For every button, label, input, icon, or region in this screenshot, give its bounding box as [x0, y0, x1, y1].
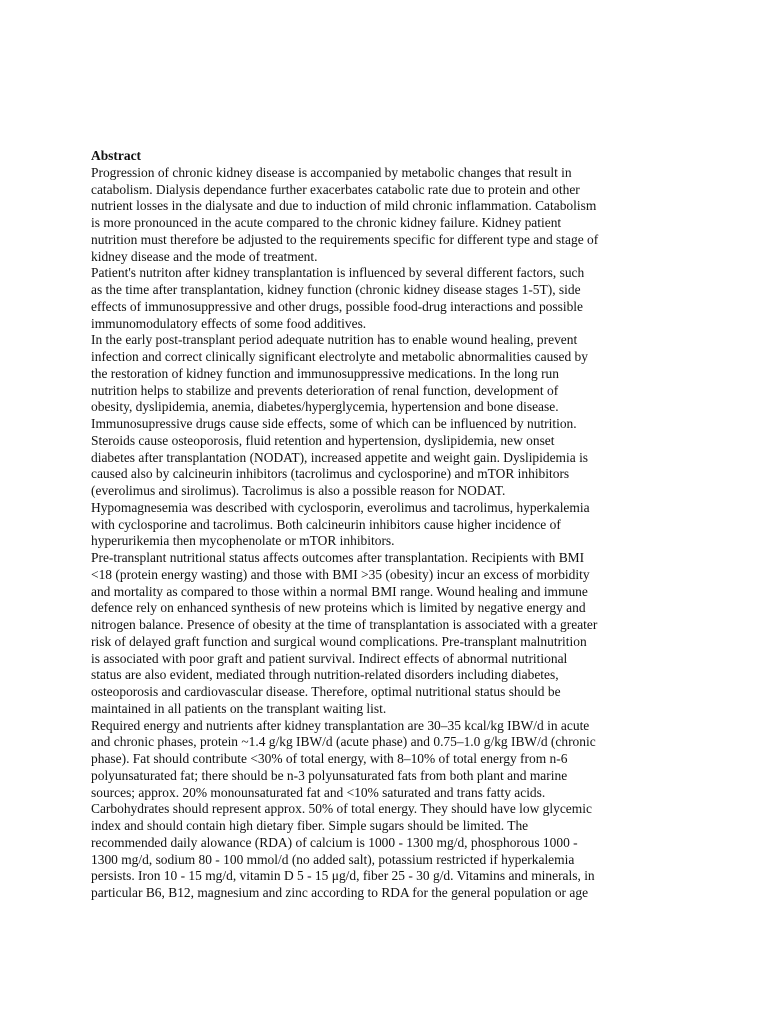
text-line: risk of delayed graft function and surgical wound complications. Pre-transplant malnutrition	[91, 633, 587, 649]
text-line: Required energy and nutrients after kidney transplantation are 30–35 kcal/kg IBW/d in acute	[91, 717, 590, 733]
text-line: immunomodulatory effects of some food additives.	[91, 315, 367, 331]
text-line: hyperurikemia then mycophenolate or mTOR inhibitors.	[91, 533, 395, 549]
text-line: nutrition helps to stabilize and prevents deterioration of renal function, development of	[91, 382, 559, 398]
text-line: with cyclosporine and tacrolimus. Both calcineurin inhibitors cause higher incidence of	[91, 516, 561, 532]
text-line: (everolimus and sirolimus). Tacrolimus is also a possible reason for NODAT.	[91, 483, 506, 498]
text-line: polyunsaturated fat; there should be n-3 polyunsaturated fats from both plant and marine	[91, 767, 568, 783]
text-line: index and should contain high dietary fiber. Simple sugars should be limited. The	[91, 818, 529, 833]
text-line: defence rely on enhanced synthesis of new proteins which is limited by negative energy and	[91, 600, 586, 616]
text-line: Steroids cause osteoporosis, fluid retention and hypertension, dyslipidemia, new onset	[91, 432, 555, 448]
text-line: Patient's nutriton after kidney transplantation is influenced by several different factors, such	[91, 265, 585, 281]
document-page	[91, 148, 689, 902]
text-line: and mortality as compared to those within a normal BMI range. Wound healing and immune	[91, 583, 588, 599]
text-line: as the time after transplantation, kidney function (chronic kidney disease stages 1-5T), side	[91, 282, 581, 297]
text-line: maintained in all patients on the transplant waiting list.	[91, 700, 387, 716]
text-line: diabetes after transplantation (NODAT), increased appetite and weight gain. Dyslipidemia is	[91, 449, 589, 465]
text-line: Carbohydrates should represent approx. 50% of total energy. They should have low glycemic	[91, 801, 592, 817]
text-line: <18 (protein energy wasting) and those with BMI >35 (obesity) incur an excess of morbidity	[91, 566, 590, 582]
text-line: is more pronounced in the acute compared to the chronic kidney failure. Kidney patient	[91, 215, 562, 230]
abstract-paragraph	[91, 718, 689, 902]
text-line: the restoration of kidney function and immunosuppressive medications. In the long run	[91, 365, 559, 381]
abstract-heading: Abstract	[91, 148, 142, 163]
abstract-paragraph	[91, 165, 689, 266]
text-line: recommended daily alowance (RDA) of calcium is 1000 - 1300 mg/d, phosphorous 1000 -	[91, 834, 578, 850]
text-line: In the early post-transplant period adequate nutrition has to enable wound healing, prevent	[91, 332, 578, 348]
text-line: persists. Iron 10 - 15 mg/d, vitamin D 5 - 15 μg/d, fiber 25 - 30 g/d. Vitamins and minerals, in	[91, 868, 595, 884]
abstract-paragraph	[91, 265, 689, 332]
text-line: nutrient losses in the dialysate and due to induction of mild chronic inflammation. Catabolism	[91, 198, 597, 214]
text-line: catabolism. Dialysis dependance further exacerbates catabolic rate due to protein and other	[91, 181, 580, 197]
text-line: particular B6, B12, magnesium and zinc according to RDA for the general population or age	[91, 885, 589, 900]
text-line: effects of immunosuppressive and other drugs, possible food-drug interactions and possible	[91, 298, 583, 314]
text-line: caused also by calcineurin inhibitors (tacrolimus and cyclosporine) and mTOR inhibitors	[91, 466, 570, 482]
text-line: obesity, dyslipidemia, anemia, diabetes/hyperglycemia, hypertension and bone disease.	[91, 399, 559, 415]
text-line: 1300 mg/d, sodium 80 - 100 mmol/d (no added salt), potassium restricted if hyperkalemia	[91, 851, 575, 867]
text-line: Progression of chronic kidney disease is accompanied by metabolic changes that result in	[91, 164, 572, 180]
text-line: phase). Fat should contribute <30% of total energy, with 8–10% of total energy from n-6	[91, 751, 568, 766]
text-line: infection and correct clinically significant electrolyte and metabolic abnormalities caused by	[91, 349, 588, 364]
text-line: Pre-transplant nutritional status affects outcomes after transplantation. Recipients with BMI	[91, 550, 585, 565]
text-line: nutrition must therefore be adjusted to the requirements specific for different type and stage of	[91, 231, 599, 247]
text-line: status are also evident, mediated through nutrition-related disorders including diabetes,	[91, 667, 559, 683]
text-line: and chronic phases, protein ~1.4 g/kg IBW/d (acute phase) and 0.75–1.0 g/kg IBW/d (chronic	[91, 734, 596, 750]
abstract-paragraph	[91, 550, 689, 718]
text-line: kidney disease and the mode of treatment.	[91, 248, 318, 264]
text-line: nitrogen balance. Presence of obesity at the time of transplantation is associated with a greater	[91, 617, 598, 632]
abstract-body	[91, 165, 689, 902]
abstract-paragraph	[91, 332, 689, 550]
text-line: is associated with poor graft and patient survival. Indirect effects of abnormal nutritional	[91, 650, 568, 666]
text-line: sources; approx. 20% monounsaturated fat and <10% saturated and trans fatty acids.	[91, 784, 546, 800]
text-line: Immunosupressive drugs cause side effects, some of which can be influenced by nutrition.	[91, 416, 577, 431]
text-line: osteoporosis and cardiovascular disease. Therefore, optimal nutritional status should be	[91, 684, 561, 699]
text-line: Hypomagnesemia was described with cyclosporin, everolimus and tacrolimus, hyperkalemia	[91, 499, 590, 515]
